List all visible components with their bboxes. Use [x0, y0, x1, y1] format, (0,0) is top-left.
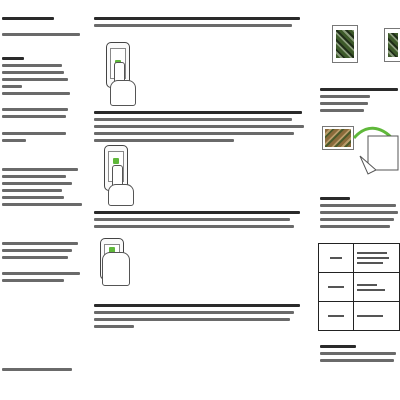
- paragraph: [2, 368, 86, 375]
- table-row: [319, 244, 400, 273]
- paragraph: [2, 17, 62, 24]
- paragraph: [94, 304, 304, 332]
- paragraph: [2, 132, 72, 146]
- paragraph: [94, 211, 304, 232]
- paragraph: [2, 33, 82, 40]
- paragraph: [2, 57, 72, 99]
- hand-illustration: [110, 80, 136, 106]
- paragraph: [2, 242, 86, 263]
- paragraph: [320, 345, 400, 366]
- paragraph: [320, 88, 400, 116]
- hand-illustration: [102, 252, 130, 286]
- hand-illustration: [108, 184, 134, 206]
- paragraph: [2, 168, 86, 210]
- phone-photo: [384, 28, 400, 62]
- info-table: [318, 243, 400, 331]
- phone-photo: [332, 25, 358, 63]
- paragraph: [94, 17, 304, 31]
- transfer-arrow: [318, 120, 400, 180]
- paragraph: [94, 111, 304, 146]
- table-row: [319, 273, 400, 302]
- paragraph: [320, 197, 400, 232]
- paragraph: [2, 108, 72, 122]
- table-row: [319, 302, 400, 331]
- paragraph: [2, 272, 86, 286]
